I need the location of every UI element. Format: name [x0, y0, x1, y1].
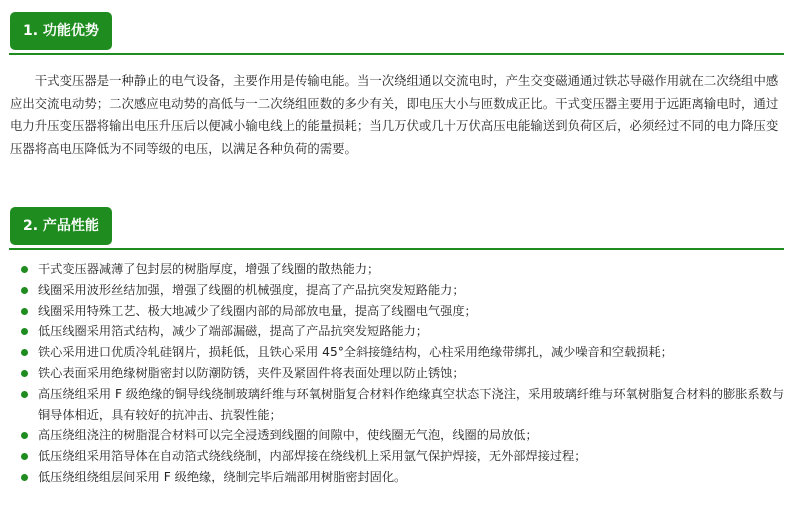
- list-item: [20, 342, 785, 363]
- bullet-dot-icon: [21, 266, 28, 273]
- list-item-text: 低压绕组绕组层间采用 F 级绝缘，绕制完毕后端部用树脂密封固化。: [38, 469, 407, 484]
- list-item: [20, 446, 785, 467]
- list-item: [20, 425, 785, 446]
- list-item-text: 铁心表面采用绝缘树脂密封以防潮防锈，夹件及紧固件将表面处理以防止锈蚀；: [38, 365, 465, 380]
- list-item-text: 高压绕组采用 F 级绝缘的铜导线绕制玻璃纤维与环氧树脂复合材料作绝缘真空状态下浇注，采用玻璃纤维与环氧树脂复合材料的膨胀系数与铜导体相近，具有较好的抗冲击、抗裂性能；: [38, 386, 785, 422]
- bullet-dot-icon: [21, 391, 28, 398]
- bullet-dot-icon: [21, 432, 28, 439]
- section-paragraph: 干式变压器是一种静止的电气设备，主要作用是传输电能。当一次绕组通以交流电时，产生交变磁通通过铁芯导磁作用就在二次绕组中感应出交流电动势；二次感应电动势的高低与一二次绕组匝数的多少有关，即电压大小与匝数成正比。干式变压器主要用于远距离输电时，通过电力升压变压器将输出电压升压后以便减小输电线上的能量损耗；当几万伏或几十万伏高压电能输送到负荷区后，必须经过不同的电力降压变压器将高电压降低为不同等级的电压，以满足各种负荷的需要。: [10, 73, 779, 156]
- feature-list: [20, 259, 785, 488]
- list-item-text: 线圈采用特殊工艺、极大地减少了线圈内部的局部放电量，提高了线圈电气强度；: [38, 303, 477, 318]
- section-title-product-performance: 2. 产品性能: [10, 207, 112, 245]
- list-item: [20, 384, 785, 426]
- section-title-function-advantages: 1. 功能优势: [10, 12, 112, 50]
- list-item-text: 低压绕组采用箔导体在自动箔式绕线绕制，内部焊接在绕线机上采用氩气保护焊接，无外部焊接过程；: [38, 449, 587, 464]
- section-divider: [9, 248, 784, 250]
- bullet-dot-icon: [21, 474, 28, 481]
- list-item: [20, 280, 785, 301]
- list-item-text: 干式变压器减薄了包封层的树脂厚度，增强了线圈的散热能力；: [38, 262, 380, 276]
- bullet-dot-icon: [21, 349, 28, 356]
- list-item-text: 高压绕组浇注的树脂混合材料可以完全浸透到线圈的间隙中，使线圈无气泡，线圈的局放低；: [38, 428, 538, 443]
- bullet-dot-icon: [21, 370, 28, 377]
- list-item: [20, 259, 785, 280]
- bullet-dot-icon: [21, 308, 28, 315]
- list-item: [20, 363, 785, 384]
- bullet-dot-icon: [21, 453, 28, 460]
- bullet-dot-icon: [21, 328, 28, 335]
- bullet-dot-icon: [21, 287, 28, 294]
- list-item-text: 低压线圈采用箔式结构，减少了端部漏磁，提高了产品抗突发短路能力；: [38, 324, 428, 339]
- section-divider: [9, 53, 784, 55]
- list-item: [20, 321, 785, 342]
- list-item: [20, 467, 785, 488]
- list-item-text: 铁心采用进口优质冷轧硅钢片，损耗低，且铁心采用 45°全斜接缝结构，心柱采用绝缘带绑扎，减少噪音和空载损耗；: [38, 345, 673, 360]
- list-item-text: 线圈采用波形丝结加强，增强了线圈的机械强度，提高了产品抗突发短路能力；: [38, 282, 465, 297]
- list-item: [20, 301, 785, 322]
